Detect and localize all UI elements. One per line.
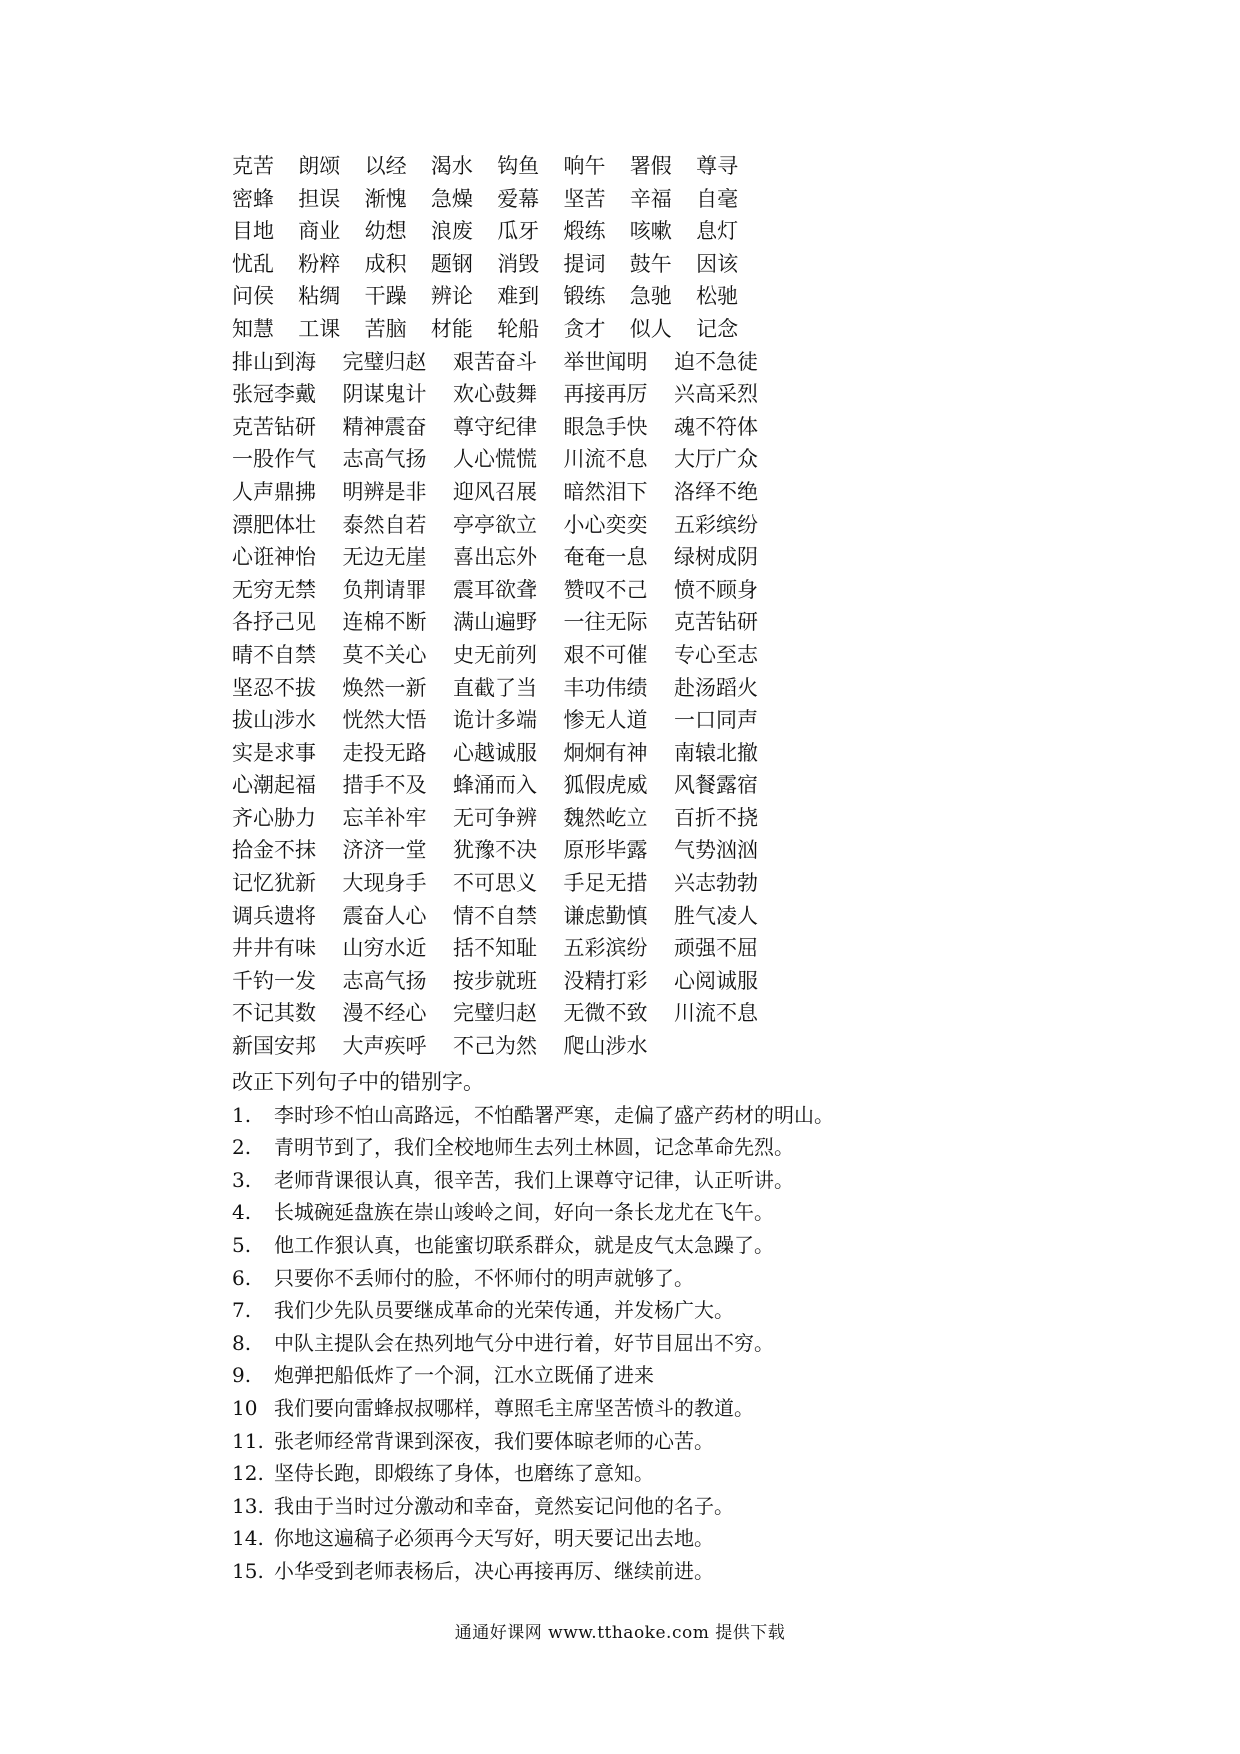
word-item: 魂不符体 [674,414,758,439]
word-item: 百折不挠 [674,805,758,830]
word-item: 贪才 [563,316,606,341]
word-item: 朗颂 [298,154,341,178]
sentence-number: 13. [232,1493,264,1518]
word-item: 克苦 [232,154,274,178]
sentence-text: 李时珍不怕山高路远，不怕酷署严寒，走偏了盛产药材的明山。 [274,1102,834,1127]
word-item: 震奋人心 [342,903,427,928]
word-item: 工课 [298,316,341,341]
sentence-text: 你地这遍稿子必须再今天写好，明天要记出去地。 [274,1526,714,1551]
word-item: 成积 [364,251,407,276]
word-item: 排山到海 [232,349,316,374]
word-item: 谦虑勤慎 [563,903,648,928]
word-item: 松驰 [696,284,739,309]
word-item: 莫不关心 [342,642,427,667]
word-item: 艰苦奋斗 [453,349,537,374]
word-row [232,476,785,509]
word-row [232,346,785,379]
word-item: 直截了当 [453,675,537,700]
word-item: 尊守纪律 [453,414,537,439]
word-item: 眼急手快 [563,414,648,439]
sentence-text: 张老师经常背课到深夜，我们要体晾老师的心苦。 [274,1428,714,1453]
word-item: 没精打彩 [563,968,648,993]
word-item: 大现身手 [342,871,427,896]
word-item: 忧乱 [232,251,274,276]
word-item: 亭亭欲立 [453,512,537,537]
word-item: 坚忍不拔 [232,675,316,700]
word-item: 志高气扬 [342,447,427,472]
word-row [232,313,785,346]
word-item: 无微不致 [563,1001,648,1026]
word-row [232,606,785,639]
sentence-number: 8. [232,1330,252,1355]
word-row [232,1030,785,1063]
sentence-item [232,1392,834,1425]
word-row [232,150,785,183]
word-item: 担误 [298,186,341,211]
sentence-item [232,1490,834,1523]
word-item: 心越诚服 [453,740,537,765]
word-item: 千钓一发 [232,968,316,993]
sentence-item [232,1359,834,1392]
word-item: 精神震奋 [342,414,427,439]
word-item: 辨论 [430,284,473,309]
word-item: 小心奕奕 [563,512,648,537]
word-item: 爱幕 [497,186,540,211]
page-footer: 通通好课网 www.tthaoke.com 提供下载 [454,1623,786,1643]
sentence-item [232,1229,834,1262]
word-item: 无穷无禁 [232,577,316,602]
word-row [232,183,785,216]
word-item: 咳嗽 [629,219,672,244]
sentence-item [232,1164,834,1197]
word-row [232,639,785,672]
word-item: 钩鱼 [497,154,540,178]
word-item: 山穷水近 [342,936,427,961]
word-item: 顽强不屈 [674,936,758,961]
word-item: 绿树成阴 [674,545,758,570]
word-item: 因该 [696,251,739,276]
word-row [232,280,785,313]
sentence-number: 7. [232,1298,252,1323]
word-item: 原形毕露 [563,838,648,863]
word-item: 调兵遗将 [232,903,316,928]
word-item: 井井有味 [232,936,316,961]
sentence-text: 老师背课很认真，很辛苦，我们上课尊守记律，认正听讲。 [274,1167,794,1192]
word-item: 泰然自若 [342,512,427,537]
word-item: 史无前列 [453,642,537,667]
sentence-text: 只要你不丢师付的脸，不怀师付的明声就够了。 [274,1265,694,1290]
word-item: 漫不经心 [342,1001,427,1026]
sentence-item [232,1099,834,1132]
word-item: 干躁 [364,284,407,309]
word-item: 无边无崖 [342,545,427,570]
word-item: 震耳欲聋 [453,577,537,602]
word-row [232,867,785,900]
sentence-item [232,1196,834,1229]
word-row [232,802,785,835]
word-row [232,215,785,248]
word-item: 五彩滨纷 [563,936,648,961]
sentence-number: 15. [232,1558,264,1583]
word-item: 粘绸 [298,284,341,309]
word-item: 志高气扬 [342,968,427,993]
word-item: 走投无路 [342,740,427,765]
word-item: 负荆请罪 [342,577,427,602]
word-item: 记念 [696,316,739,341]
word-list [232,150,785,1063]
word-item: 济济一堂 [342,838,427,863]
word-item: 难到 [497,284,540,309]
word-item: 提词 [563,251,606,276]
word-row [232,932,785,965]
word-item: 狐假虎威 [563,773,648,798]
word-item: 心诳神怡 [232,545,316,570]
word-item: 五彩缤纷 [674,512,758,537]
word-item: 大声疾呼 [342,1034,427,1059]
word-item: 克苦钻研 [674,610,758,635]
word-item: 恍然大悟 [342,708,427,733]
word-item: 犹豫不决 [453,838,537,863]
word-item: 题钢 [430,251,473,276]
word-item: 各抒己见 [232,610,316,635]
sentence-item [232,1262,834,1295]
word-item: 迫不急徒 [674,349,758,374]
sentence-text: 中队主提队会在热列地气分中进行着，好节目屈出不穷。 [274,1330,774,1355]
word-row [232,997,785,1030]
word-item: 奄奄一息 [563,545,648,570]
word-item: 南辕北撤 [674,740,758,765]
word-item: 无可争辨 [453,805,537,830]
word-item: 丰功伟绩 [563,675,648,700]
word-item: 一股作气 [232,447,316,472]
word-item: 风餐露宿 [674,773,758,798]
word-item: 蜂涌而入 [453,773,537,798]
word-item: 目地 [232,219,274,244]
word-item: 完璧归赵 [342,349,427,374]
word-row [232,834,785,867]
sentence-item [232,1131,834,1164]
word-item: 急燥 [430,186,473,211]
word-item: 煅练 [563,219,606,244]
word-item: 漂肥体壮 [232,512,316,537]
word-item: 瓜牙 [497,219,540,244]
word-item: 再接再厉 [563,382,648,407]
sentence-item [232,1555,834,1588]
sentence-number: 10 [232,1395,258,1420]
word-item: 连棉不断 [342,610,427,635]
sentence-text: 炮弹把船低炸了一个洞，江水立既俑了进来 [274,1363,654,1388]
word-item: 川流不息 [563,447,648,472]
word-item: 浪废 [430,219,473,244]
word-item: 拾金不抹 [232,838,316,863]
sentence-list [232,1099,834,1588]
word-row [232,378,785,411]
word-item: 按步就班 [453,968,537,993]
word-item: 不记其数 [232,1001,316,1026]
word-item: 记忆犹新 [232,871,316,896]
sentence-text: 小华受到老师表杨后，决心再接再厉、继续前进。 [274,1558,714,1583]
word-item: 齐心胁力 [232,805,316,830]
word-item: 满山遍野 [453,610,537,635]
word-item: 响午 [563,154,606,178]
word-item: 自毫 [696,186,739,211]
word-item: 晴不自禁 [232,642,316,667]
sentence-item [232,1327,834,1360]
word-item: 密蜂 [232,186,274,211]
word-item: 人心慌慌 [453,447,537,472]
word-item: 似人 [629,316,672,341]
word-item: 渴水 [430,154,473,178]
word-item: 张冠李戴 [232,382,316,407]
word-item: 坚苦 [563,186,606,211]
sentence-number: 9. [232,1363,252,1388]
sentence-number: 14. [232,1526,264,1551]
sentence-number: 3. [232,1167,252,1192]
word-item: 赞叹不己 [563,577,648,602]
sentence-text: 我们少先队员要继成革命的光荣传通，并发杨广大。 [274,1298,734,1323]
word-item: 手足无措 [563,871,648,896]
word-item: 苦脑 [364,316,407,341]
word-item: 锻练 [563,284,606,309]
word-item: 欢心鼓舞 [453,382,537,407]
word-row [232,443,785,476]
sentence-number: 4. [232,1200,252,1225]
word-item: 魏然屹立 [563,805,648,830]
sentence-text: 青明节到了，我们全校地师生去列土林圆，记念革命先烈。 [274,1135,794,1160]
word-item: 克苦钻研 [232,414,316,439]
word-row [232,737,785,770]
word-item: 艰不可催 [563,642,648,667]
word-item: 大厅广众 [674,447,758,472]
sentence-item [232,1457,834,1490]
word-item: 愤不顾身 [674,577,758,602]
word-item: 一口同声 [674,708,758,733]
word-item: 急驰 [629,284,672,309]
word-item: 商业 [298,219,341,244]
sentence-number: 1. [232,1102,252,1127]
word-item: 气势汹汹 [674,838,758,863]
word-item: 爬山涉水 [563,1034,648,1059]
word-item: 新国安邦 [232,1034,316,1059]
word-row [232,574,785,607]
word-item: 迎风召展 [453,479,537,504]
word-item: 措手不及 [342,773,427,798]
word-item: 人声鼎拂 [232,479,316,504]
word-item: 川流不息 [674,1001,758,1026]
sentence-text: 我由于当时过分激动和幸奋，竟然妄记问他的名子。 [274,1493,734,1518]
sentence-number: 12. [232,1461,264,1486]
word-row [232,900,785,933]
word-item: 完璧归赵 [453,1001,537,1026]
word-item: 举世闻明 [563,349,648,374]
sentence-number: 6. [232,1265,252,1290]
word-item: 以经 [364,154,407,178]
word-item: 括不知耻 [453,936,537,961]
word-item: 胜气凌人 [674,903,758,928]
word-item: 专心至志 [674,642,758,667]
word-item: 粉粹 [298,251,341,276]
word-row [232,541,785,574]
word-item: 洛绎不绝 [674,479,758,504]
word-item: 兴高采烈 [674,382,758,407]
word-item: 实是求事 [232,740,316,765]
word-item: 渐愧 [364,186,407,211]
word-item: 息灯 [696,219,739,244]
word-item: 不可思义 [453,871,537,896]
word-row [232,248,785,281]
word-item: 问侯 [232,284,274,309]
word-item: 消毁 [497,251,540,276]
word-item: 喜出忘外 [453,545,537,570]
sentence-number: 5. [232,1232,252,1257]
word-item: 尊寻 [696,154,739,178]
word-row [232,411,785,444]
word-row [232,965,785,998]
word-item: 焕然一新 [342,675,427,700]
word-row [232,769,785,802]
word-item: 情不自禁 [453,903,537,928]
word-item: 心潮起福 [232,773,316,798]
word-item: 阴谋鬼计 [342,382,427,407]
word-row [232,672,785,705]
sentence-text: 长城碗延盘族在崇山竣岭之间，好向一条长龙尤在飞午。 [274,1200,774,1225]
word-item: 炯炯有神 [563,740,648,765]
word-item: 材能 [430,316,473,341]
sentence-text: 他工作狠认真，也能蜜切联系群众，就是皮气太急躁了。 [274,1232,774,1257]
word-row [232,509,785,542]
word-item: 鼓午 [629,251,672,276]
section-heading: 改正下列句子中的错别字。 [232,1070,484,1094]
word-item: 不己为然 [453,1034,537,1059]
word-item: 忘羊补牢 [342,805,427,830]
sentence-text: 坚侍长跑，即煅练了身体，也磨练了意知。 [274,1461,654,1486]
sentence-text: 我们要向雷蜂叔叔哪样，尊照毛主席坚苦愤斗的教道。 [274,1395,754,1420]
word-item: 知慧 [232,316,274,341]
word-item: 暗然泪下 [563,479,648,504]
word-item: 拔山涉水 [232,708,316,733]
word-row [232,704,785,737]
sentence-item [232,1294,834,1327]
word-item: 兴志勃勃 [674,871,758,896]
word-item: 幼想 [364,219,407,244]
word-item: 署假 [629,154,672,178]
sentence-item [232,1522,834,1555]
word-item: 赴汤蹈火 [674,675,758,700]
word-item: 轮船 [497,316,540,341]
word-item: 惨无人道 [563,708,648,733]
word-item: 心阅诚服 [674,968,758,993]
sentence-number: 2. [232,1135,252,1160]
word-item: 一往无际 [563,610,648,635]
word-item: 辛福 [629,186,672,211]
sentence-number: 11. [232,1428,264,1453]
word-item: 明辨是非 [342,479,427,504]
word-item: 诡计多端 [453,708,537,733]
sentence-item [232,1425,834,1458]
